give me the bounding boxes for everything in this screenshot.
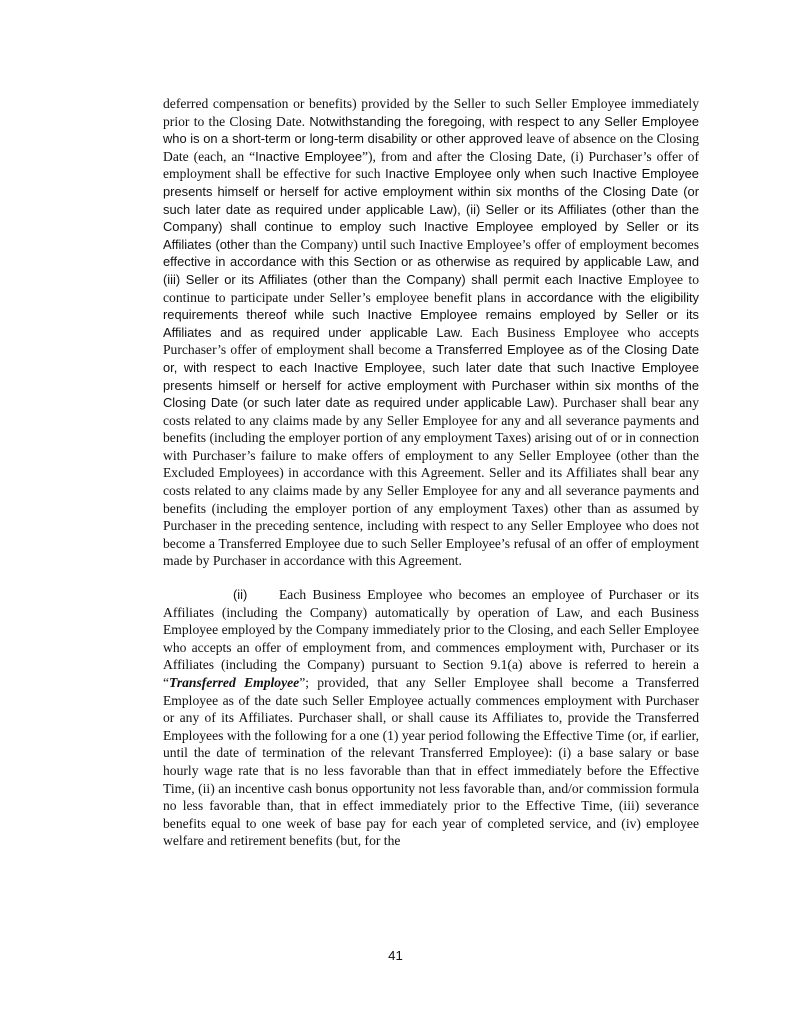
defined-term-inactive-employee: Inactive Employee (255, 148, 362, 164)
text-run: leave of absence on the Closing Date (each, an “ (163, 131, 699, 164)
paragraph-2 (163, 586, 699, 850)
text-run: deferred compensation or benefits) provided by the Seller to such Seller Employee immediately prior to the Closing Date. (163, 96, 699, 129)
page-number: 41 (388, 948, 403, 963)
paragraph-1 (163, 95, 699, 570)
text-run: than the Company) until such Inactive Employee’s offer of employment becomes (249, 236, 699, 252)
text-run: effective in accordance with this Section or as otherwise as required by applicable Law, and (iii) Seller or its Affiliates (other than the Company) shall permit each Inactive (163, 254, 699, 287)
text-run: Each Business Employee who becomes an employee of Purchaser or its Affiliates (including the Company) automatically by operation of Law, and each Business Employee employed by the Company immediately prior to the Closing, and each Seller Employee who accepts an offer of employment from, and commences employment with, Purchaser or its Affiliates (including the Company) pursuant to Section 9.1(a) above is referred to herein a “ (163, 587, 699, 690)
text-run: Each Business Employee who accepts Purchaser’s offer of employment shall become (163, 324, 699, 358)
text-run: ”), from and after (362, 148, 467, 164)
text-run: accordance with the eligibility requirements thereof while such Inactive Employee remains employed by Seller or its Affiliates and as required under applicable Law. (163, 289, 699, 340)
text-run: a Transferred Employee as of the Closing Date or, with respect to each Inactive Employee, such later date that such Inactive Employee presents himself or herself for active employment with Purchaser within six months of the Closing Date (or such later date as required under applicable Law). (163, 342, 699, 411)
text-run: Notwithstanding the foregoing, with respect to any Seller Employee who is on a short-term or long-term disability or other approved (163, 113, 699, 147)
document-body (163, 95, 699, 850)
text-run: ”; provided, that any Seller Employee shall become a Transferred Employee as of the date such Seller Employee actually commences employment with Purchaser or any of its Affiliates. Purchaser shall, or shall cause its Affiliates to, provide the Transferred Employees with the following for a one (1) year period following the Effective Time (or, if earlier, until the date of termination of the relevant Transferred Employee): (i) a base salary or base hourly wage rate that is no less favorable than that in effect immediately before the Effective Time, (ii) an incentive cash bonus opportunity not less favorable than, and/or commission formula no less favorable than, that in effect immediately prior to the Effective Time, (iii) severance benefits equal to one week of base pay for each year of completed service, and (iv) employee welfare and retirement benefits (but, for the (163, 675, 699, 849)
text-run: Purchaser shall bear any costs related to any claims made by any Seller Employee for any and all severance payments and benefits (including the employer portion of any employment Taxes) arising out of or in connection with Purchaser’s failure to make offers of employment to any Seller Employee (other than the Excluded Employees) in accordance with this Agreement. Seller and its Affiliates shall bear any costs related to any claims made by any Seller Employee for any and all severance payments and benefits (including the employer portion of any employment Taxes) other than as assumed by Purchaser in the preceding sentence, including with respect to any Seller Employee who does not become a Transferred Employee due to such Seller Employee’s refusal of an offer of employment made by Purchaser in accordance with this Agreement. (163, 395, 700, 569)
defined-term-transferred-employee: Transferred Employee (169, 675, 300, 690)
text-run: Closing Date, (i) Purchaser’s offer of employment shall be effective for such (163, 148, 699, 182)
text-run: Employee to continue to participate under Seller’s employee benefit plans in (163, 271, 699, 305)
clause-numeral: (ii) (233, 587, 248, 603)
text-run: the (466, 148, 485, 164)
text-run: Inactive Employee only when such Inactive Employee presents himself or herself for active employment within six months of the Closing Date (or such later date as required under applicable Law), (ii) Seller or its Affiliates (other than the Company) shall continue to employ such Inactive Employee employed by Seller or its Affiliates (other (163, 166, 699, 252)
